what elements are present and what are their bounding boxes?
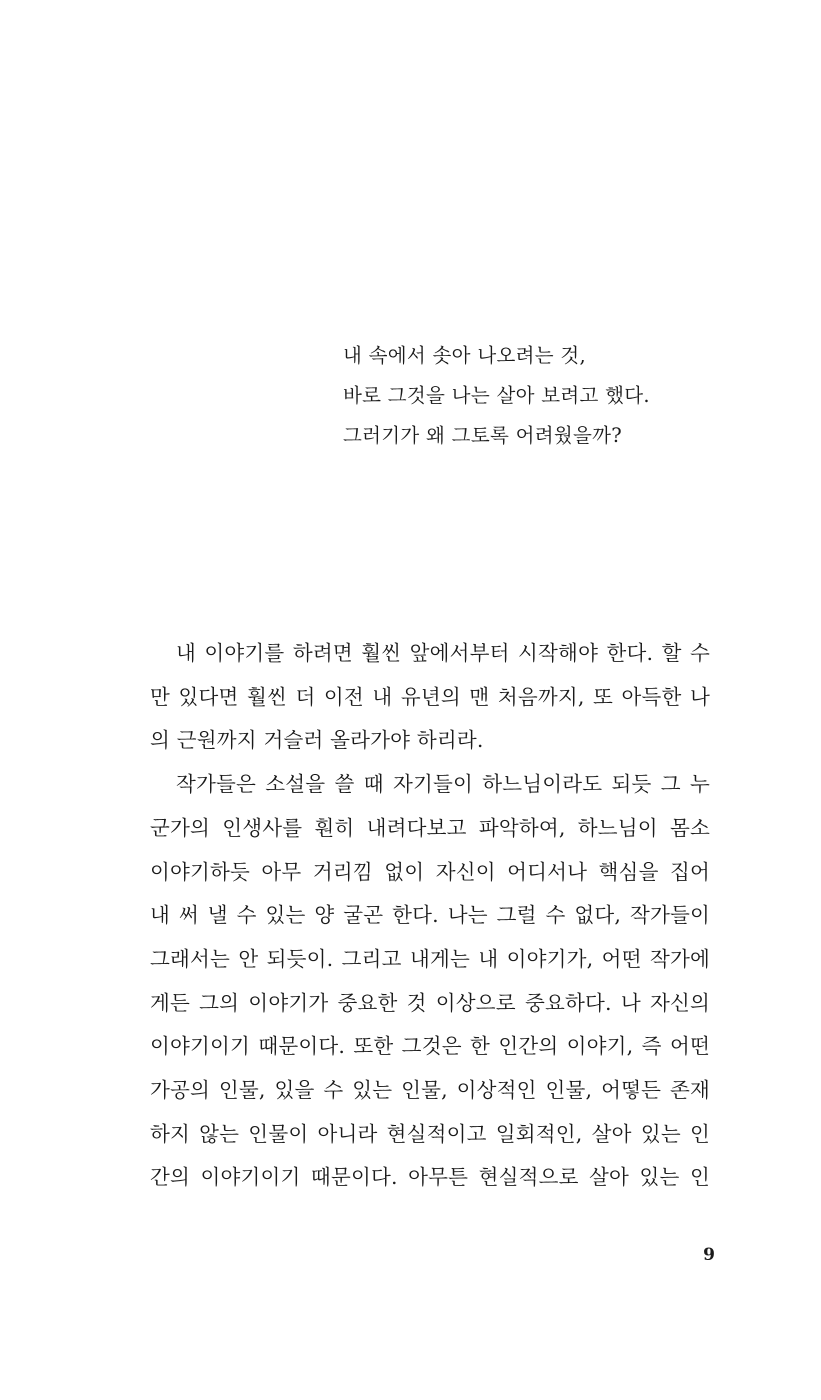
epigraph bbox=[343, 336, 783, 456]
paragraph-2-line-9: 하지 않는 인물이 아니라 현실적이고 일회적인, 살아 있는 인 bbox=[150, 1121, 710, 1146]
paragraph-2-line-8: 가공의 인물, 있을 수 있는 인물, 이상적인 인물, 어떻든 존재 bbox=[150, 1078, 710, 1103]
epigraph-line-1: 내 속에서 솟아 나오려는 것, bbox=[343, 344, 586, 367]
paragraph-1-line-1: 내 이야기를 하려면 훨씬 앞에서부터 시작해야 한다. 할 수 bbox=[176, 641, 710, 665]
epigraph-line-3: 그러기가 왜 그토록 어려웠을까? bbox=[343, 424, 623, 447]
paragraph-2-line-5: 그래서는 안 되듯이. 그리고 내게는 내 이야기가, 어떤 작가에 bbox=[150, 946, 710, 971]
page-number: 9 bbox=[703, 1245, 715, 1265]
paragraph-2-line-10: 간의 이야기이기 때문이다. 아무튼 현실적으로 살아 있는 인 bbox=[150, 1165, 710, 1190]
paragraph-2-line-7: 이야기이기 때문이다. 또한 그것은 한 인간의 이야기, 즉 어떤 bbox=[150, 1034, 710, 1059]
body-text bbox=[150, 632, 715, 1200]
paragraph-2-line-3: 이야기하듯 아무 거리낌 없이 자신이 어디서나 핵심을 집어 bbox=[150, 859, 710, 884]
paragraph-2-line-2: 군가의 인생사를 훤히 내려다보고 파악하여, 하느님이 몸소 bbox=[150, 815, 710, 840]
paragraph-2-line-4: 내 써 낼 수 있는 양 굴곤 한다. 나는 그럴 수 없다, 작가들이 bbox=[150, 903, 710, 928]
paragraph-2-line-1: 작가들은 소설을 쓸 때 자기들이 하느님이라도 되듯 그 누 bbox=[176, 772, 710, 797]
paragraph-1-line-2: 만 있다면 훨씬 더 이전 내 유년의 맨 처음까지, 또 아득한 나 bbox=[150, 684, 710, 709]
paragraph-1-line-3: 의 근원까지 거슬러 올라가야 하리라. bbox=[150, 728, 484, 753]
paragraph-2-line-6: 게든 그의 이야기가 중요한 것 이상으로 중요하다. 나 자신의 bbox=[150, 990, 710, 1015]
epigraph-line-2: 바로 그것을 나는 살아 보려고 했다. bbox=[343, 384, 650, 407]
